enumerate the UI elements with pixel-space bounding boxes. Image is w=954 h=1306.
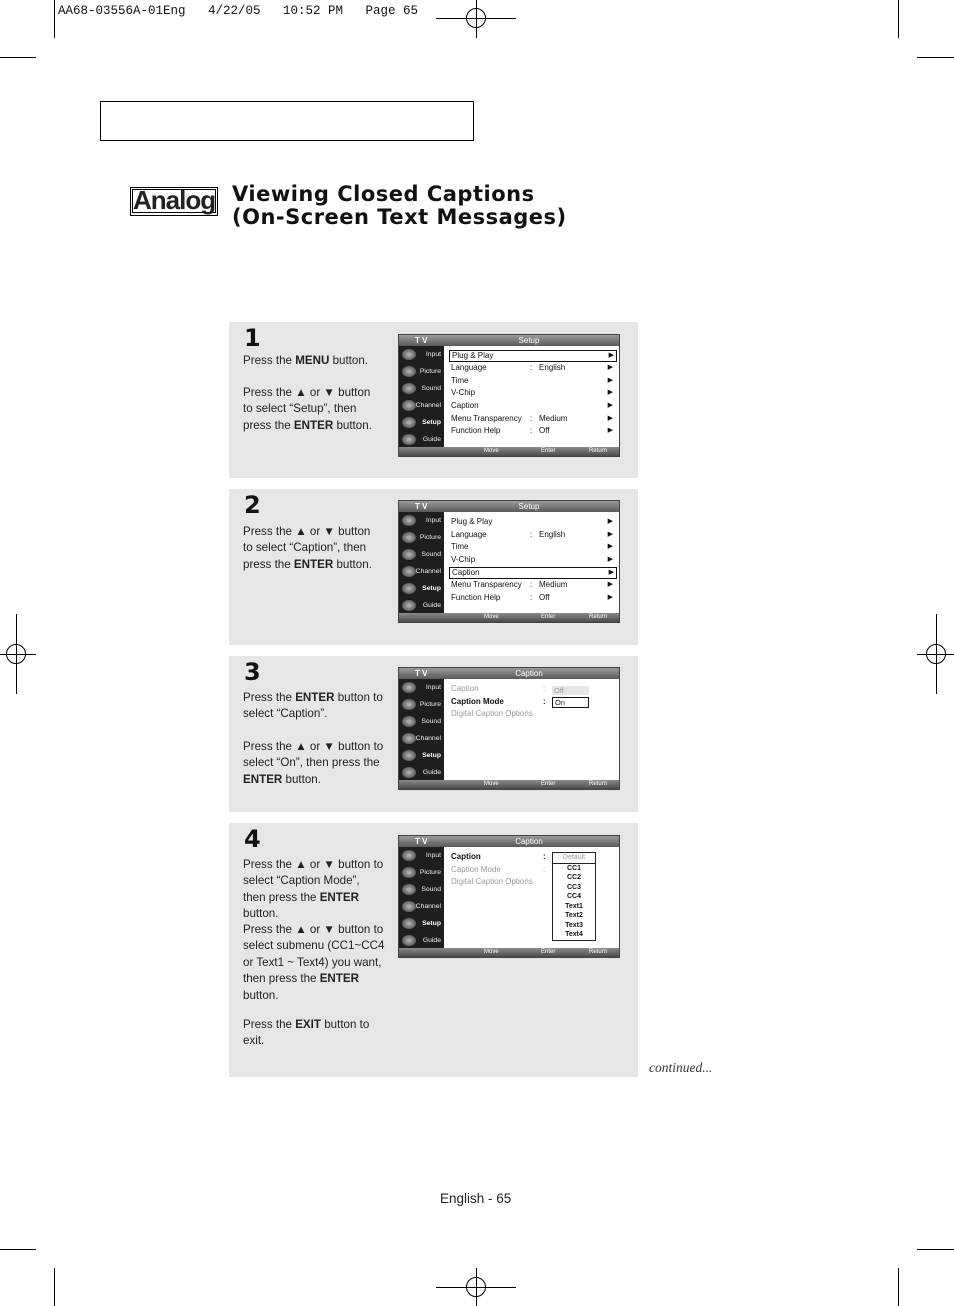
sound-icon <box>402 716 416 727</box>
menu-sidebar <box>399 847 444 948</box>
menu-row: Caption : <box>451 684 546 693</box>
analog-badge <box>130 187 218 216</box>
menu-row: Caption ▶ <box>451 401 613 410</box>
step-instruction: Press the ▲ or ▼ button to select “Caption Mode”, then press the ENTER button. <box>243 858 384 921</box>
tv-menu-screen <box>398 667 620 790</box>
menu-row-selected: Plug & Play ▶ <box>449 350 617 362</box>
picture-icon <box>402 532 416 543</box>
sidebar-item-input: Input <box>399 512 444 529</box>
menu-row: Time ▶ <box>451 376 613 385</box>
arrow-right-icon: ▶ <box>607 543 613 550</box>
menu-row-selected: Caption ▶ <box>449 567 617 579</box>
step-instruction: Press the ▲ or ▼ button to select “Setup”, then press the ENTER button. <box>243 386 372 432</box>
menu-footer: Move Enter Return <box>399 780 619 789</box>
channel-icon <box>402 566 416 577</box>
menu-footer: Move Enter Return <box>399 447 619 456</box>
step-number: 4 <box>244 825 261 853</box>
sound-icon <box>402 383 416 394</box>
sidebar-item-guide: Guide <box>399 597 444 614</box>
step-panel-4 <box>229 823 638 1077</box>
sidebar-item-channel: Channel <box>399 397 444 414</box>
step-instruction: Press the ENTER button to select “Caption”. <box>243 691 383 721</box>
step-number: 1 <box>244 324 261 352</box>
arrow-right-icon: ▶ <box>607 594 613 601</box>
sidebar-item-setup: Setup <box>399 747 444 764</box>
guide-icon <box>402 600 416 611</box>
menu-header: T V Setup <box>399 501 619 512</box>
list-item: Text2 <box>565 912 583 919</box>
continued-note: continued... <box>649 1060 713 1075</box>
setup-icon <box>402 750 416 761</box>
sidebar-item-picture: Picture <box>399 864 444 881</box>
sidebar-item-input: Input <box>399 679 444 696</box>
menu-sidebar <box>399 346 444 447</box>
channel-icon <box>402 901 416 912</box>
sidebar-item-sound: Sound <box>399 380 444 397</box>
arrow-right-icon: ▶ <box>608 569 614 576</box>
menu-body <box>444 346 619 447</box>
arrow-right-icon: ▶ <box>607 518 613 525</box>
sidebar-item-sound: Sound <box>399 881 444 898</box>
menu-row: Digital Caption Options <box>451 709 533 718</box>
menu-row: Menu Transparency : Medium ▶ <box>451 414 613 423</box>
menu-row: Time ▶ <box>451 542 613 551</box>
sidebar-item-setup: Setup <box>399 915 444 932</box>
arrow-right-icon: ▶ <box>607 402 613 409</box>
step-instruction: Press the EXIT button to exit. <box>243 1018 370 1048</box>
guide-icon <box>402 767 416 778</box>
sidebar-item-picture: Picture <box>399 529 444 546</box>
analog-badge-label: Analog <box>133 185 216 215</box>
sound-icon <box>402 884 416 895</box>
sidebar-item-channel: Channel <box>399 898 444 915</box>
picture-icon <box>402 867 416 878</box>
list-item: Default <box>553 853 595 864</box>
input-icon <box>402 850 416 861</box>
picture-icon <box>402 366 416 377</box>
arrow-right-icon: ▶ <box>607 581 613 588</box>
step-number: 3 <box>244 658 261 686</box>
sidebar-item-input: Input <box>399 847 444 864</box>
registration-mark <box>926 644 946 664</box>
arrow-right-icon: ▶ <box>607 427 613 434</box>
sidebar-item-picture: Picture <box>399 363 444 380</box>
list-item: CC3 <box>566 883 581 891</box>
menu-body <box>444 679 619 780</box>
tv-menu-screen <box>398 835 620 958</box>
step-panel-2 <box>229 489 638 645</box>
arrow-right-icon: ▶ <box>608 352 614 359</box>
step-instruction: Press the ▲ or ▼ button to select “Caption”, then press the ENTER button. <box>243 525 372 571</box>
input-icon <box>402 349 416 360</box>
menu-footer: Move Enter Return <box>399 948 619 957</box>
menu-row: Function Help : Off ▶ <box>451 426 613 435</box>
guide-icon <box>402 434 416 445</box>
page-title <box>232 183 567 229</box>
arrow-right-icon: ▶ <box>607 415 613 422</box>
caption-mode-list <box>552 852 596 941</box>
sidebar-item-channel: Channel <box>399 563 444 580</box>
menu-row: Plug & Play ▶ <box>451 517 613 526</box>
picture-icon <box>402 699 416 710</box>
print-slug: AA68-03556A-01Eng 4/22/05 10:52 PM Page 65 <box>58 4 419 18</box>
sidebar-item-setup: Setup <box>399 580 444 597</box>
menu-row: Caption : <box>451 852 546 861</box>
crop-mark <box>898 1268 899 1306</box>
menu-header: T V Caption <box>399 668 619 679</box>
registration-mark <box>466 1277 486 1297</box>
crop-mark <box>917 1249 954 1250</box>
sidebar-item-sound: Sound <box>399 546 444 563</box>
step-instruction: Press the ▲ or ▼ button to select “On”, then press the ENTER button. <box>243 740 384 786</box>
registration-mark <box>6 644 26 664</box>
registration-mark <box>466 8 486 28</box>
setup-icon <box>402 583 416 594</box>
crop-mark <box>0 57 36 58</box>
list-item: Text1 <box>565 902 583 910</box>
header-box <box>100 101 474 141</box>
sidebar-item-input: Input <box>399 346 444 363</box>
page-number: English - 65 <box>440 1191 512 1206</box>
sidebar-item-guide: Guide <box>399 764 444 781</box>
option-on: On <box>552 697 589 708</box>
sidebar-item-sound: Sound <box>399 713 444 730</box>
sidebar-item-channel: Channel <box>399 730 444 747</box>
list-item: Text4 <box>565 931 583 938</box>
step-instruction: Press the MENU button. <box>243 354 369 367</box>
arrow-right-icon: ▶ <box>607 377 613 384</box>
tv-menu-screen <box>398 334 620 457</box>
title-line-1: Viewing Closed Captions <box>232 182 535 206</box>
setup-icon <box>402 417 416 428</box>
sidebar-item-guide: Guide <box>399 431 444 448</box>
guide-icon <box>402 935 416 946</box>
list-item: Text3 <box>565 921 583 929</box>
step-instruction: Press the ▲ or ▼ button to select submenu (CC1~CC4 or Text1 ~ Text4) you want, then press the ENTER button. <box>243 923 385 1002</box>
step-number: 2 <box>244 491 261 519</box>
arrow-right-icon: ▶ <box>607 389 613 396</box>
arrow-right-icon: ▶ <box>607 556 613 563</box>
channel-icon <box>402 733 416 744</box>
sound-icon <box>402 549 416 560</box>
input-icon <box>402 515 416 526</box>
arrow-right-icon: ▶ <box>607 531 613 538</box>
menu-row: Caption Mode : <box>451 697 546 706</box>
menu-row: Language : English ▶ <box>451 530 613 539</box>
menu-body <box>444 512 619 613</box>
crop-mark <box>898 0 899 38</box>
menu-footer: Move Enter Return <box>399 613 619 622</box>
menu-sidebar <box>399 679 444 780</box>
crop-mark <box>54 0 55 38</box>
list-item: CC1 <box>566 864 581 872</box>
menu-row: Caption Mode : <box>451 865 546 874</box>
tv-menu-screen <box>398 500 620 623</box>
menu-row: Digital Caption Options <box>451 877 533 886</box>
channel-icon <box>402 400 416 411</box>
crop-mark <box>0 1249 36 1250</box>
sidebar-item-guide: Guide <box>399 932 444 949</box>
crop-mark <box>54 1268 55 1306</box>
menu-row: V-Chip ▶ <box>451 388 613 397</box>
step-panel-1 <box>229 322 638 478</box>
option-off: Off <box>552 686 589 695</box>
menu-body <box>444 847 619 948</box>
menu-header: T V Setup <box>399 335 619 346</box>
menu-row: Language : English ▶ <box>451 363 613 372</box>
step-panel-3 <box>229 656 638 812</box>
menu-row: V-Chip ▶ <box>451 555 613 564</box>
title-line-2: (On-Screen Text Messages) <box>232 205 567 229</box>
menu-sidebar <box>399 512 444 613</box>
menu-row: Menu Transparency : Medium ▶ <box>451 580 613 589</box>
setup-icon <box>402 918 416 929</box>
sidebar-item-setup: Setup <box>399 414 444 431</box>
sidebar-item-picture: Picture <box>399 696 444 713</box>
list-item: CC2 <box>566 874 581 881</box>
list-item: CC4 <box>566 893 581 900</box>
menu-header: T V Caption <box>399 836 619 847</box>
input-icon <box>402 682 416 693</box>
arrow-right-icon: ▶ <box>607 364 613 371</box>
menu-row: Function Help : Off ▶ <box>451 593 613 602</box>
crop-mark <box>917 57 954 58</box>
